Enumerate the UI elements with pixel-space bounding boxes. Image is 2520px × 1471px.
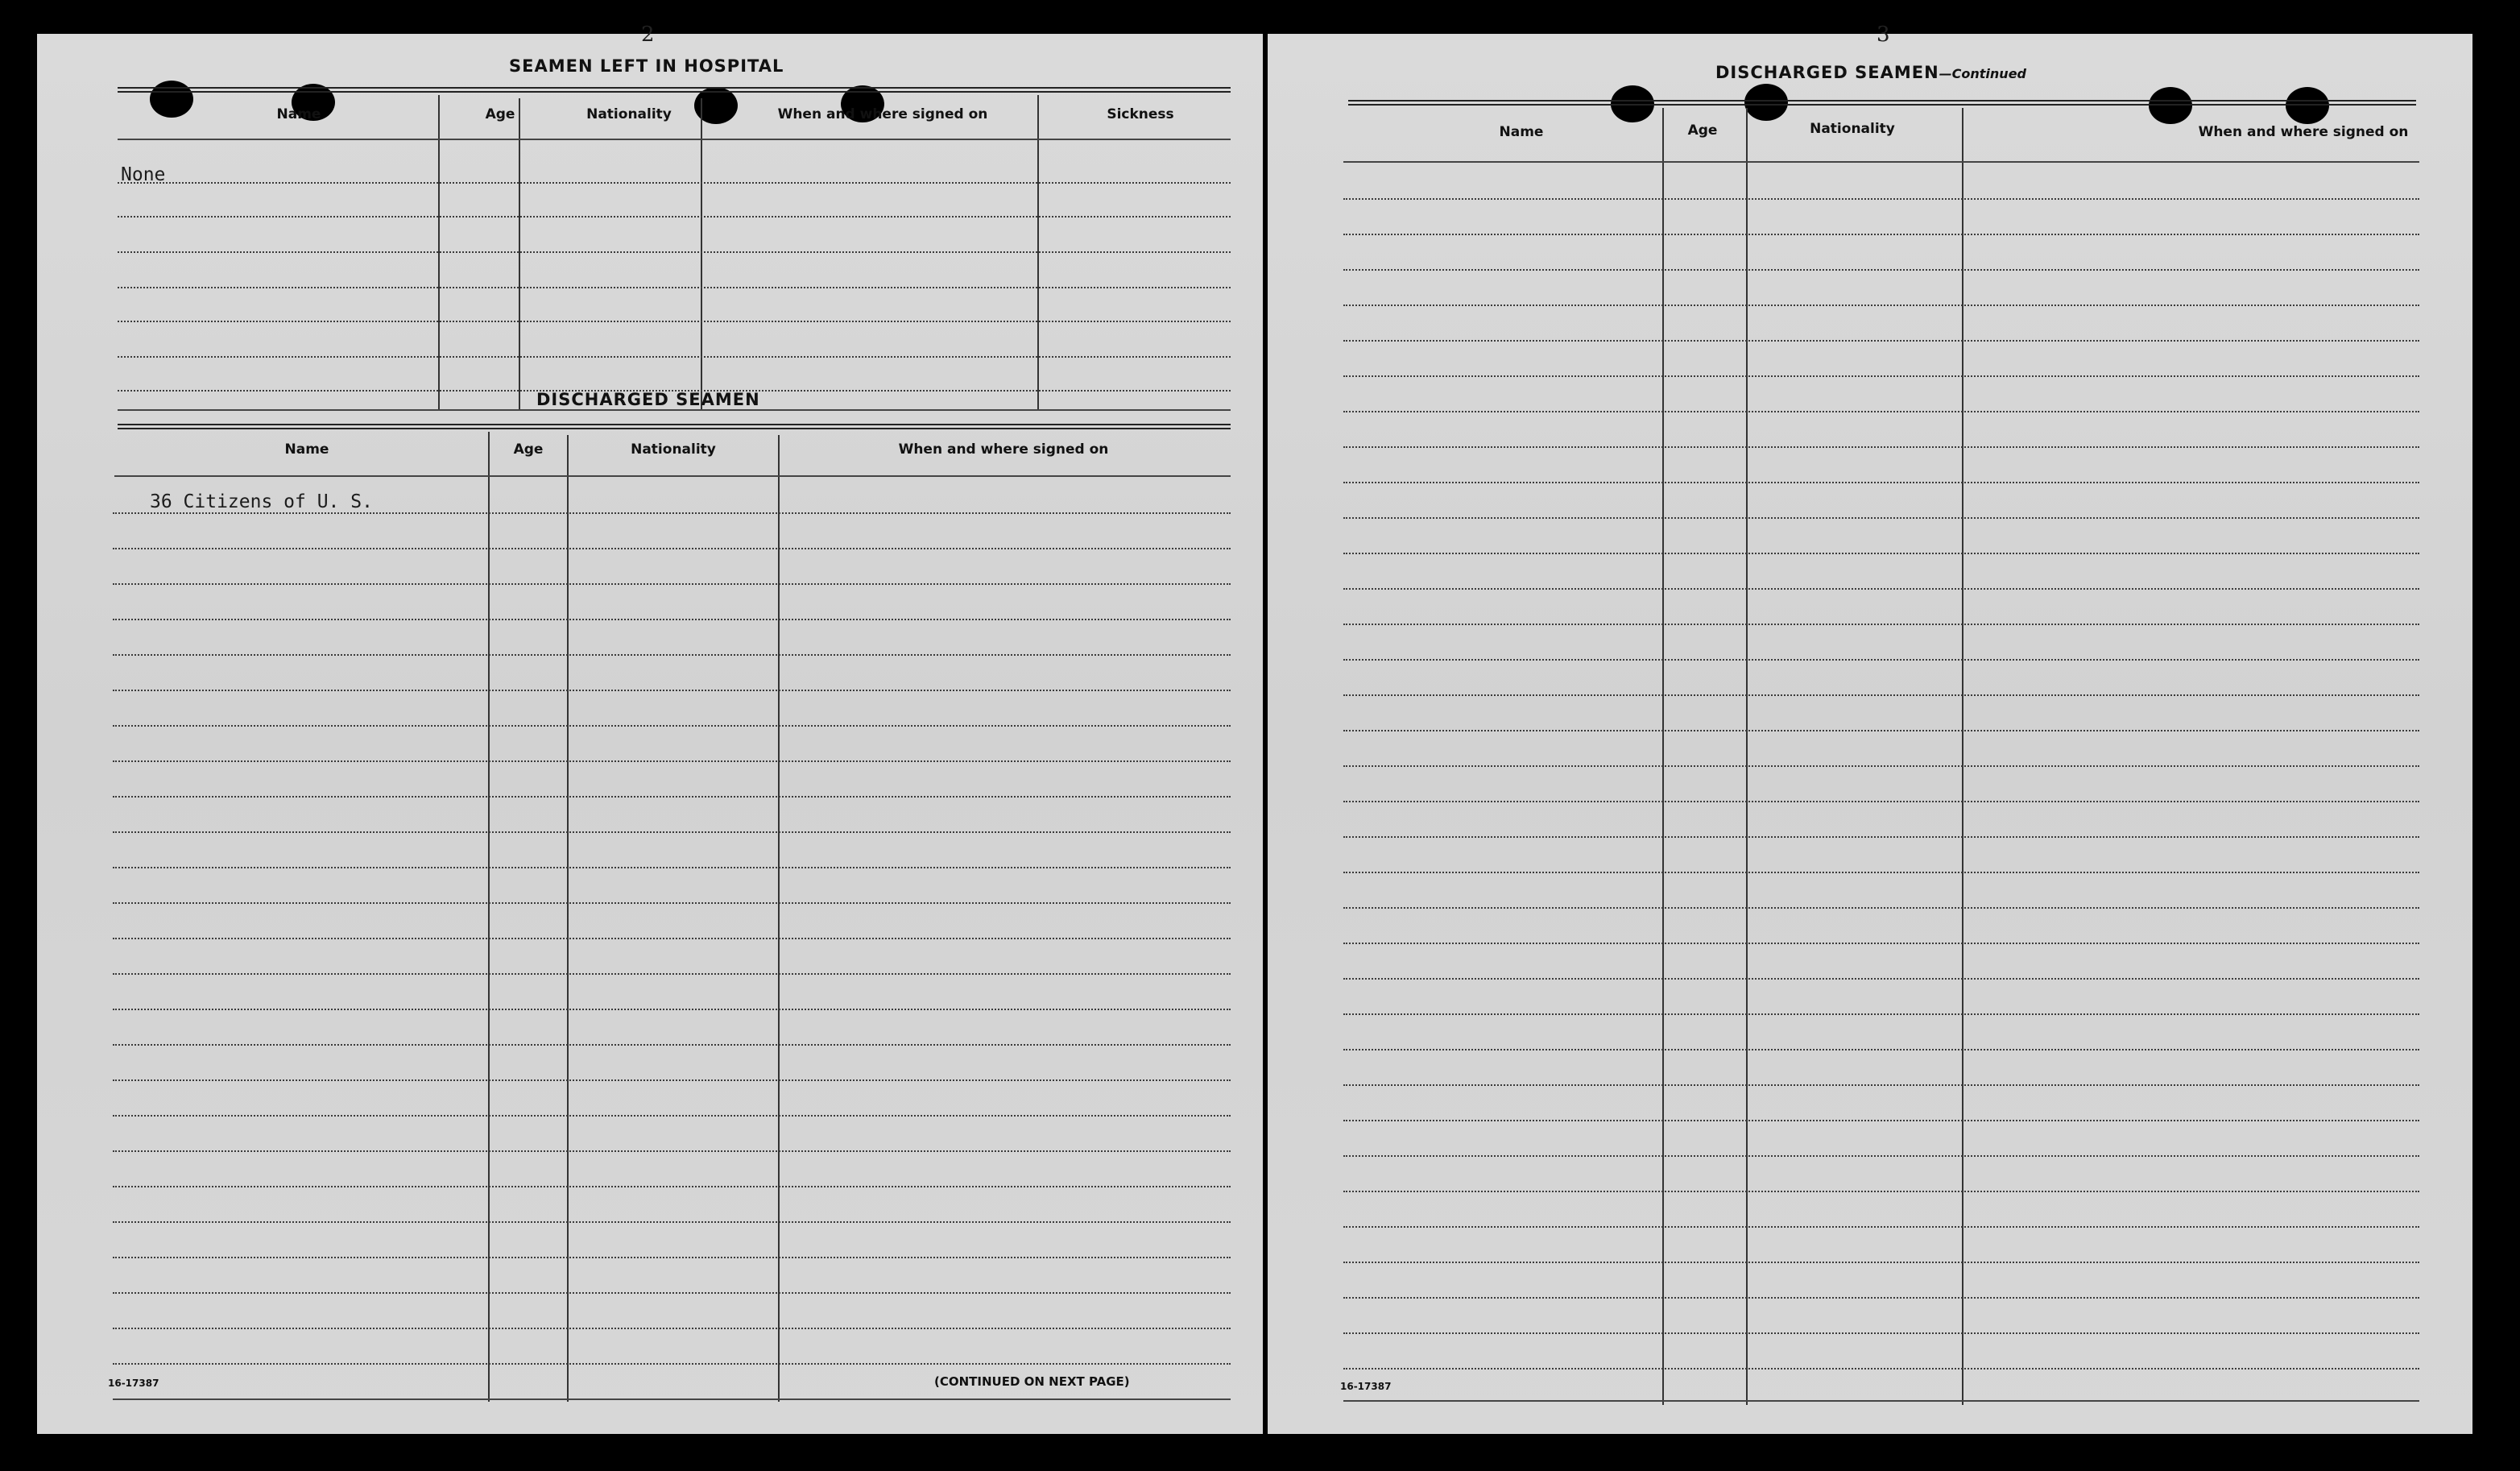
row-line bbox=[113, 1398, 1231, 1400]
row-line bbox=[1343, 553, 2419, 554]
row-line bbox=[1343, 872, 2419, 873]
row-line bbox=[1343, 694, 2419, 696]
discharged-col-nationality: Nationality bbox=[631, 441, 716, 458]
left-form-page bbox=[37, 23, 1263, 1434]
discharged-title-text: DISCHARGED SEAMEN bbox=[1715, 63, 1939, 82]
row-line bbox=[113, 1009, 1231, 1010]
hospital-col-age: Age bbox=[485, 106, 515, 122]
discharged-col-when-where: When and where signed on bbox=[898, 441, 1109, 458]
row-line bbox=[113, 690, 1231, 691]
row-line bbox=[1343, 836, 2419, 838]
row-line bbox=[1343, 978, 2419, 980]
row-line bbox=[1343, 1013, 2419, 1015]
form-number: 16-17387 bbox=[108, 1378, 159, 1389]
row-line bbox=[118, 356, 1231, 358]
row-line bbox=[1343, 234, 2419, 235]
row-line bbox=[1343, 801, 2419, 802]
row-line bbox=[113, 512, 1231, 514]
row-line bbox=[113, 619, 1231, 620]
row-line bbox=[113, 1186, 1231, 1187]
row-line bbox=[1343, 1297, 2419, 1299]
hospital-col-nationality: Nationality bbox=[586, 106, 672, 122]
row-line bbox=[113, 1044, 1231, 1046]
section-end-rule bbox=[118, 409, 1231, 411]
header-double-rule bbox=[118, 424, 1231, 425]
row-line bbox=[113, 1292, 1231, 1294]
right-form-page bbox=[1268, 23, 2472, 1434]
discharged-entry-text: 36 Citizens of U. S. bbox=[150, 491, 373, 512]
row-line bbox=[1343, 198, 2419, 200]
hospital-col-sickness: Sickness bbox=[1107, 106, 1174, 122]
hospital-col-name: Name bbox=[276, 106, 321, 122]
row-line bbox=[113, 548, 1231, 549]
row-line bbox=[1343, 1120, 2419, 1121]
row-line bbox=[1343, 1049, 2419, 1050]
continued-note: (CONTINUED ON NEXT PAGE) bbox=[934, 1374, 1130, 1389]
row-line bbox=[118, 251, 1231, 253]
row-line bbox=[113, 1257, 1231, 1258]
column-divider bbox=[701, 98, 702, 409]
column-divider bbox=[1662, 108, 1664, 1405]
row-line bbox=[114, 475, 1231, 477]
row-line bbox=[1343, 1155, 2419, 1157]
punch-hole bbox=[2286, 87, 2329, 124]
row-line bbox=[113, 831, 1231, 833]
row-line bbox=[1343, 1084, 2419, 1086]
row-line bbox=[1343, 659, 2419, 661]
row-line bbox=[113, 1150, 1231, 1152]
row-line bbox=[1343, 765, 2419, 767]
row-line bbox=[118, 287, 1231, 288]
row-line bbox=[118, 321, 1231, 322]
row-line bbox=[1343, 375, 2419, 377]
row-line bbox=[1343, 624, 2419, 625]
row-line bbox=[113, 973, 1231, 975]
discharged-col-age: Age bbox=[513, 441, 544, 458]
row-line bbox=[1343, 269, 2419, 271]
page-number: 2 bbox=[641, 23, 655, 47]
page-number: 3 bbox=[1877, 23, 1890, 47]
row-line bbox=[1343, 482, 2419, 483]
row-line bbox=[113, 760, 1231, 762]
row-line bbox=[1343, 730, 2419, 731]
row-line bbox=[1343, 411, 2419, 412]
row-line bbox=[113, 938, 1231, 939]
row-line bbox=[113, 654, 1231, 656]
row-line bbox=[1343, 305, 2419, 306]
row-line bbox=[1343, 340, 2419, 342]
form-number: 16-17387 bbox=[1340, 1381, 1392, 1392]
continued-col-name: Name bbox=[1499, 124, 1544, 140]
row-line bbox=[113, 1115, 1231, 1117]
row-line bbox=[113, 583, 1231, 585]
row-line bbox=[113, 1221, 1231, 1223]
continued-col-age: Age bbox=[1687, 122, 1718, 139]
row-line bbox=[1343, 161, 2419, 163]
row-line bbox=[113, 1328, 1231, 1329]
row-line bbox=[118, 182, 1231, 184]
continued-col-nationality: Nationality bbox=[1810, 121, 1895, 137]
row-line bbox=[113, 902, 1231, 904]
discharged-section-title: DISCHARGED SEAMEN bbox=[536, 390, 760, 409]
row-line bbox=[118, 216, 1231, 218]
header-double-rule bbox=[1348, 100, 2416, 102]
row-line bbox=[1343, 517, 2419, 519]
column-divider bbox=[1746, 108, 1748, 1405]
row-line bbox=[1343, 1332, 2419, 1334]
row-line bbox=[118, 139, 1231, 140]
row-line bbox=[1343, 446, 2419, 448]
row-line bbox=[1343, 1191, 2419, 1192]
row-line bbox=[1343, 588, 2419, 590]
column-divider bbox=[1962, 108, 1963, 1405]
discharged-col-name: Name bbox=[284, 441, 329, 458]
row-line bbox=[113, 1363, 1231, 1365]
continued-col-when-where: When and where signed on bbox=[2198, 124, 2409, 140]
row-line bbox=[113, 725, 1231, 727]
hospital-col-when-where: When and where signed on bbox=[777, 106, 988, 122]
row-line bbox=[113, 867, 1231, 868]
column-divider bbox=[519, 98, 520, 409]
header-double-rule bbox=[118, 87, 1231, 89]
row-line bbox=[1343, 943, 2419, 944]
row-line bbox=[113, 1079, 1231, 1081]
punch-hole bbox=[2149, 87, 2192, 124]
punch-hole bbox=[1744, 84, 1788, 121]
row-line bbox=[1343, 1368, 2419, 1369]
row-line bbox=[1343, 1226, 2419, 1228]
row-line bbox=[1343, 1262, 2419, 1263]
row-line bbox=[1343, 907, 2419, 909]
row-line bbox=[113, 796, 1231, 798]
discharged-continued-title bbox=[1715, 63, 2026, 82]
hospital-entry-text: None bbox=[121, 164, 166, 185]
hospital-section-title: SEAMEN LEFT IN HOSPITAL bbox=[509, 56, 784, 76]
continued-suffix: —Continued bbox=[1939, 66, 2026, 81]
row-line bbox=[1343, 1400, 2419, 1402]
